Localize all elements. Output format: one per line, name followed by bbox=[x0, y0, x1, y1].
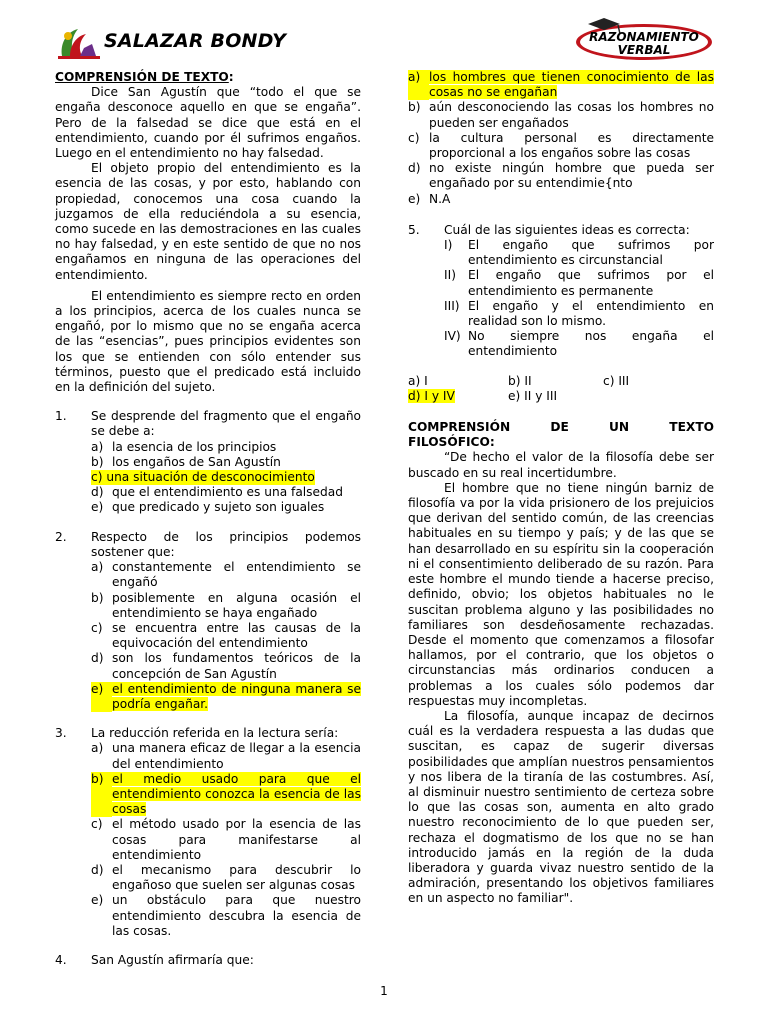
q1-option-a[interactable]: a) la esencia de los principios bbox=[91, 439, 277, 454]
q2-option-b[interactable]: b) posiblemente en alguna ocasión el entendimiento se haya engañado bbox=[91, 590, 361, 620]
q3-option-e[interactable]: e) un obstáculo para que nuestro entendimiento descubra la esencia de las cosas. bbox=[91, 893, 361, 938]
paragraph-1: Dice San Agustín que “todo el que se engaña desconoce aquello en que se engaña”. Pero de la falsedad se dice que está en el entendimiento, cuando por él sufrimos engaños. Luego en el entendimiento no hay falsedad. bbox=[55, 85, 361, 161]
q4-option-d[interactable]: d) no existe ningún hombre que pueda ser engañado por su entendimie{nto bbox=[408, 161, 714, 191]
q5-item-i: I) El engaño que sufrimos por entendimiento es circunstancial bbox=[444, 238, 714, 268]
philosophy-paragraph-2: El hombre que no tiene ningún barniz de filosofía va por la vida prisionero de los prejuicios que derivan del sentido común, de las creencias habituales en su tiempo y país; y de las que se han desarrollado en su espíritu sin la cooperación ni el consentimiento deliberado de su razón. Para este hombre el mundo tiende a hacerse preciso, definido, obvio; los objetos habituales no le suscitan problema alguno y las posibilidades no familiares son desdeñosamente rechazadas. Desde el momento que comenzamos a filosofar hallamos, por el contrario, que los objetos o circunstancias más ordinarios conducen a problemas a los cuales sólo podemos dar respuestas muy incompletas. bbox=[408, 480, 714, 708]
q3-option-b[interactable]: b) el medio usado para que el entendimiento conozca la esencia de las cosas bbox=[91, 771, 361, 817]
q3-option-c[interactable]: c) el método usado por la esencia de las cosas para manifestarse al entendimiento bbox=[91, 817, 361, 862]
q1-option-d[interactable]: d) que el entendimiento es una falsedad bbox=[91, 485, 343, 500]
q2-option-d[interactable]: d) son los fundamentos teóricos de la concepción de San Agustín bbox=[91, 651, 361, 681]
philosophy-paragraph-1: “De hecho el valor de la filosofía debe ser buscado en su real incertidumbre. bbox=[408, 450, 714, 480]
q5-item-iii: III) El engaño y el entendimiento en realidad son lo mismo. bbox=[444, 298, 714, 329]
page-number: 1 bbox=[380, 984, 388, 998]
badge-line-1: RAZONAMIENTO bbox=[589, 30, 699, 44]
q4-option-e[interactable]: e) N.A bbox=[408, 191, 451, 206]
left-column bbox=[55, 70, 361, 968]
school-logo bbox=[56, 26, 296, 60]
salazar-bondy-emblem-icon bbox=[56, 26, 102, 60]
q3-option-a[interactable]: a) una manera eficaz de llegar a la esencia del entendimiento bbox=[91, 741, 361, 771]
question-3: 3. La reducción referida en la lectura sería: bbox=[55, 726, 339, 741]
paragraph-3: El entendimiento es siempre recto en orden a los principios, acerca de los cuales nunca se engañó, por lo mismo que no se engaña acerca de las “esencias”, pues principios evidentes son los que se entienden con sólo entender sus términos, puesto que el predicado está incluido en la definición del sujeto. bbox=[55, 288, 361, 395]
q5-answers bbox=[408, 374, 714, 404]
question-1: 1. Se desprende del fragmento que el engaño se debe a: bbox=[55, 409, 361, 439]
q5-answer-c[interactable]: c) III bbox=[603, 373, 630, 388]
right-column bbox=[408, 70, 714, 907]
q5-answer-e[interactable]: e) II y III bbox=[508, 388, 558, 403]
q5-answer-b[interactable]: b) II bbox=[508, 373, 532, 388]
paragraph-2: El objeto propio del entendimiento es la esencia de las cosas, y por esto, hablando con propiedad, conocemos una cosa cuando la juzgamos de ella reduciéndola a su esencia, como sucede en las demostraciones en las cuales no hay falsedad, y en este sentido de que no nos engañamos en ninguna de las operaciones del entendimiento. bbox=[55, 161, 361, 282]
q5-item-iv: IV) No siempre nos engaña el entendimiento bbox=[444, 329, 714, 359]
q5-answer-d[interactable]: d) I y IV bbox=[408, 388, 455, 403]
q2-option-e[interactable]: e) el entendimiento de ninguna manera se podría engañar. bbox=[91, 681, 361, 711]
question-5: 5. Cuál de las siguientes ideas es correcta: bbox=[408, 222, 690, 237]
q4-option-c[interactable]: c) la cultura personal es directamente proporcional a los engaños sobre las cosas bbox=[408, 130, 714, 161]
q5-item-ii: II) El engaño que sufrimos por el entendimiento es permanente bbox=[444, 268, 714, 298]
question-2: 2. Respecto de los principios podemos sostener que: bbox=[55, 529, 361, 559]
q2-option-a[interactable]: a) constantemente el entendimiento se engañó bbox=[91, 560, 361, 590]
q4-option-a[interactable]: a) los hombres que tienen conocimiento de las cosas no se engañan bbox=[408, 70, 714, 100]
badge-line-2: VERBAL bbox=[617, 43, 671, 57]
q3-option-d[interactable]: d) el mecanismo para descubrir lo engañoso que suelen ser algunas cosas bbox=[91, 862, 361, 893]
question-4: 4. San Agustín afirmaría que: bbox=[55, 952, 254, 967]
q5-answer-a[interactable]: a) I bbox=[408, 373, 428, 388]
q2-option-c[interactable]: c) se encuentra entre las causas de la equivocación del entendimiento bbox=[91, 620, 361, 651]
brand-name: SALAZAR BONDY bbox=[104, 30, 287, 52]
razonamiento-verbal-badge bbox=[574, 18, 714, 62]
q1-option-c[interactable]: c) una situación de desconocimiento bbox=[91, 470, 315, 485]
q1-option-e[interactable]: e) que predicado y sujeto son iguales bbox=[91, 500, 325, 515]
philosophy-paragraph-3: La filosofía, aunque incapaz de decirnos cuál es la verdadera respuesta a las dudas que suscitan, es capaz de sugerir diversas posibilidades que amplían nuestros pensamientos y nos libera de la tiranía de las costumbres. Así, al disminuir nuestro sentimiento de certeza sobre lo que las cosas son, aumenta en alto grado nuestro reconocimiento de lo que pueden ser, rechaza el dogmatismo de los que no se han introducido jamás en la región de la duda liberadora y guarda vivaz nuestro sentido de la admiración, presentando los objetivos familiares en un aspecto no familiar". bbox=[408, 708, 714, 906]
section-title: COMPRENSIÓN DE TEXTO: bbox=[55, 70, 234, 84]
q4-option-b[interactable]: b) aún desconociendo las cosas los hombres no pueden ser engañados bbox=[408, 100, 714, 130]
q1-option-b[interactable]: b) los engaños de San Agustín bbox=[91, 454, 281, 469]
section-title-2: COMPRENSIÓN DE UN TEXTO FILOSÓFICO: bbox=[408, 420, 714, 450]
